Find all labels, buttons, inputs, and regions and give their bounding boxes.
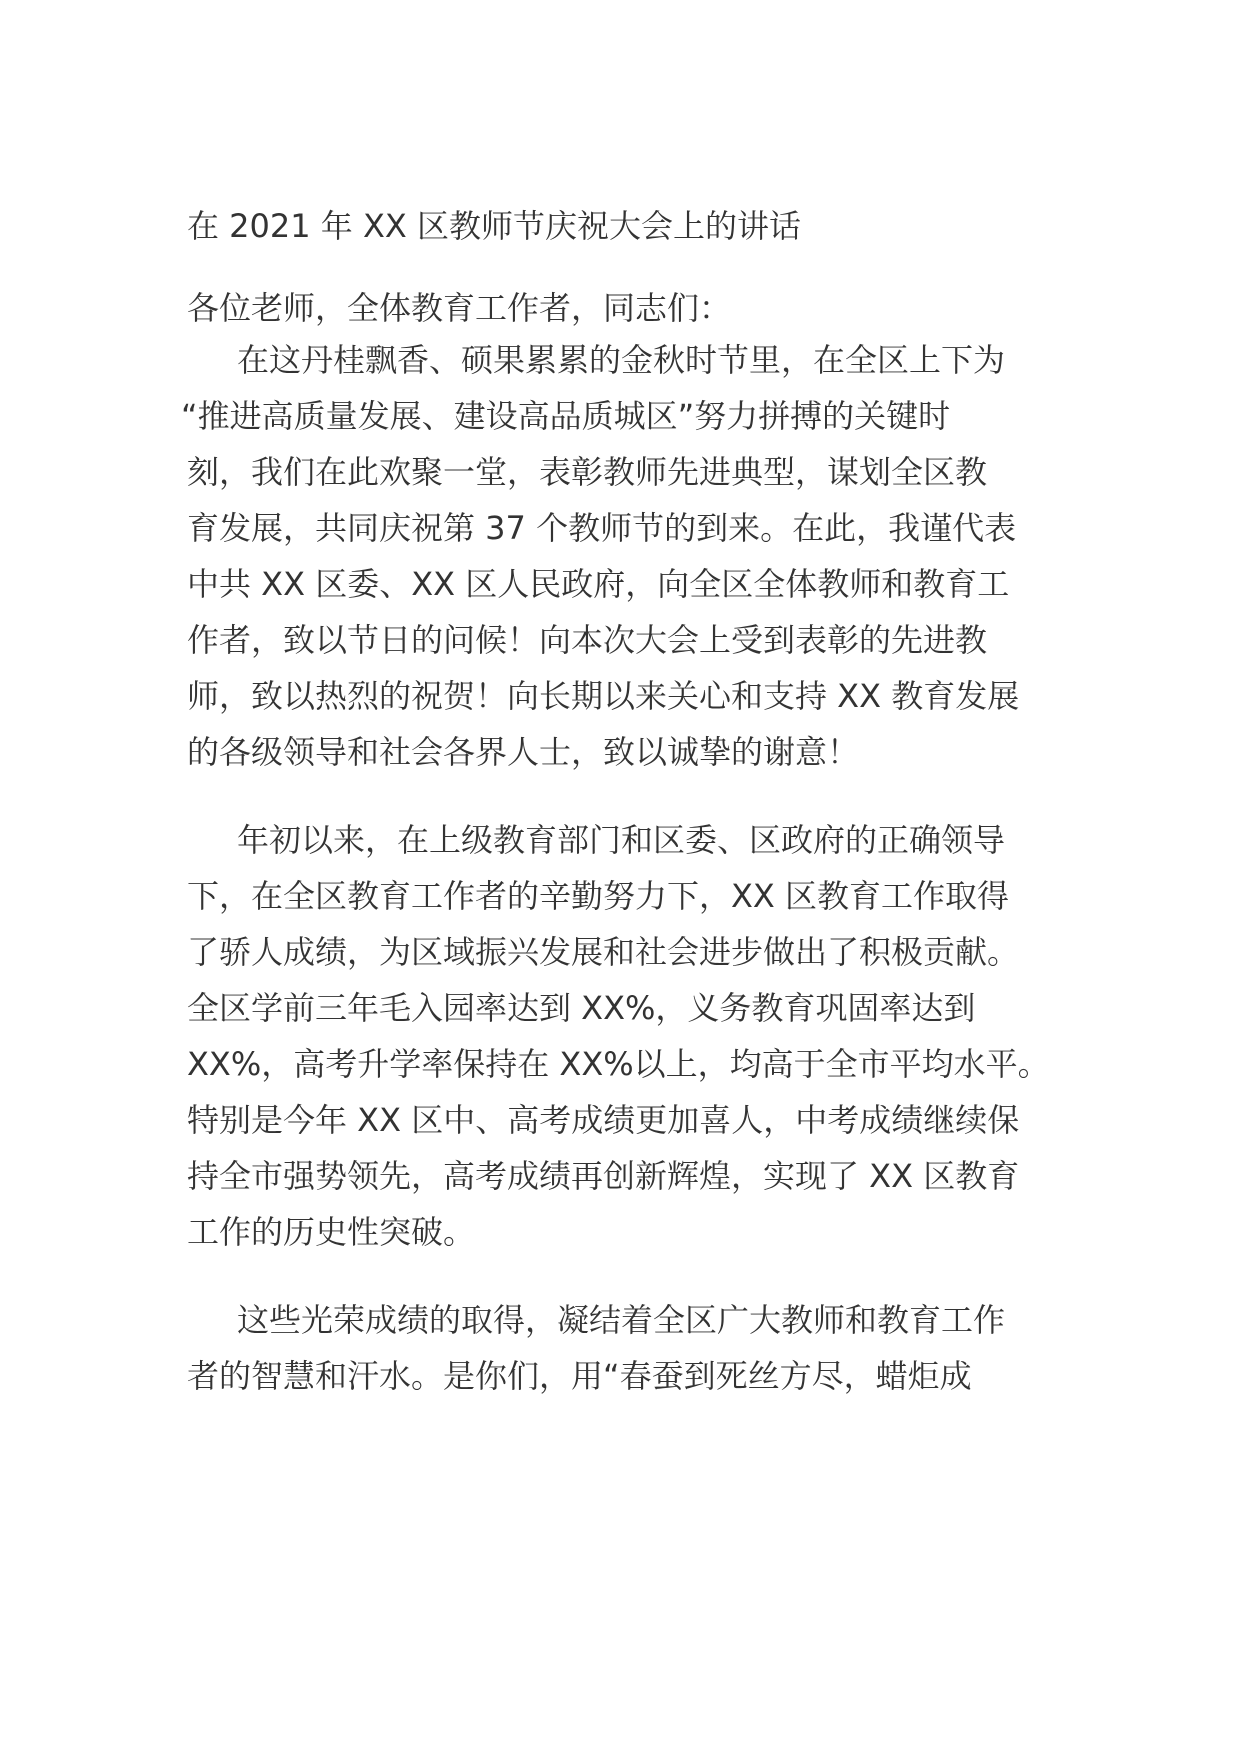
- paragraph-line: 下，在全区教育工作者的辛勤努力下，XX 区教育工作取得: [187, 877, 1010, 915]
- paragraph-line: 全区学前三年毛入园率达到 XX%，义务教育巩固率达到: [187, 989, 976, 1027]
- paragraph-line: 作者，致以节日的问候！向本次大会上受到表彰的先进教: [187, 621, 988, 659]
- paragraph-line: 工作的历史性突破。: [187, 1213, 476, 1251]
- paragraph-line: 这些光荣成绩的取得，凝结着全区广大教师和教育工作: [237, 1301, 1006, 1339]
- paragraph-line: 持全市强势领先，高考成绩再创新辉煌，实现了 XX 区教育: [187, 1157, 1020, 1195]
- paragraph-line: 者的智慧和汗水。是你们，用“春蚕到死丝方尽，蜡炬成: [187, 1357, 972, 1395]
- salutation: 各位老师，全体教育工作者，同志们：: [187, 289, 732, 327]
- paragraph-line: 育发展，共同庆祝第 37 个教师节的到来。在此，我谨代表: [187, 509, 1017, 547]
- paragraph-line: 了骄人成绩，为区域振兴发展和社会进步做出了积极贡献。: [187, 933, 1020, 971]
- paragraph-line: “推进高质量发展、建设高品质城区”努力拼搏的关键时: [181, 397, 951, 435]
- page-title: 在 2021 年 XX 区教师节庆祝大会上的讲话: [187, 207, 801, 245]
- paragraph-line: 刻，我们在此欢聚一堂，表彰教师先进典型，谋划全区教: [187, 453, 988, 491]
- paragraph-line: 在这丹桂飘香、硕果累累的金秋时节里，在全区上下为: [237, 341, 1006, 379]
- paragraph-line: 特别是今年 XX 区中、高考成绩更加喜人，中考成绩继续保: [187, 1101, 1020, 1139]
- paragraph-line: 年初以来，在上级教育部门和区委、区政府的正确领导: [237, 821, 1006, 859]
- paragraph-line: 师，致以热烈的祝贺！向长期以来关心和支持 XX 教育发展: [187, 677, 1020, 715]
- paragraph-line: 的各级领导和社会各界人士，致以诚挚的谢意！: [187, 733, 860, 771]
- paragraph-line: 中共 XX 区委、XX 区人民政府，向全区全体教师和教育工: [187, 565, 1010, 603]
- paragraph-line: XX%，高考升学率保持在 XX%以上，均高于全市平均水平。: [187, 1045, 1050, 1083]
